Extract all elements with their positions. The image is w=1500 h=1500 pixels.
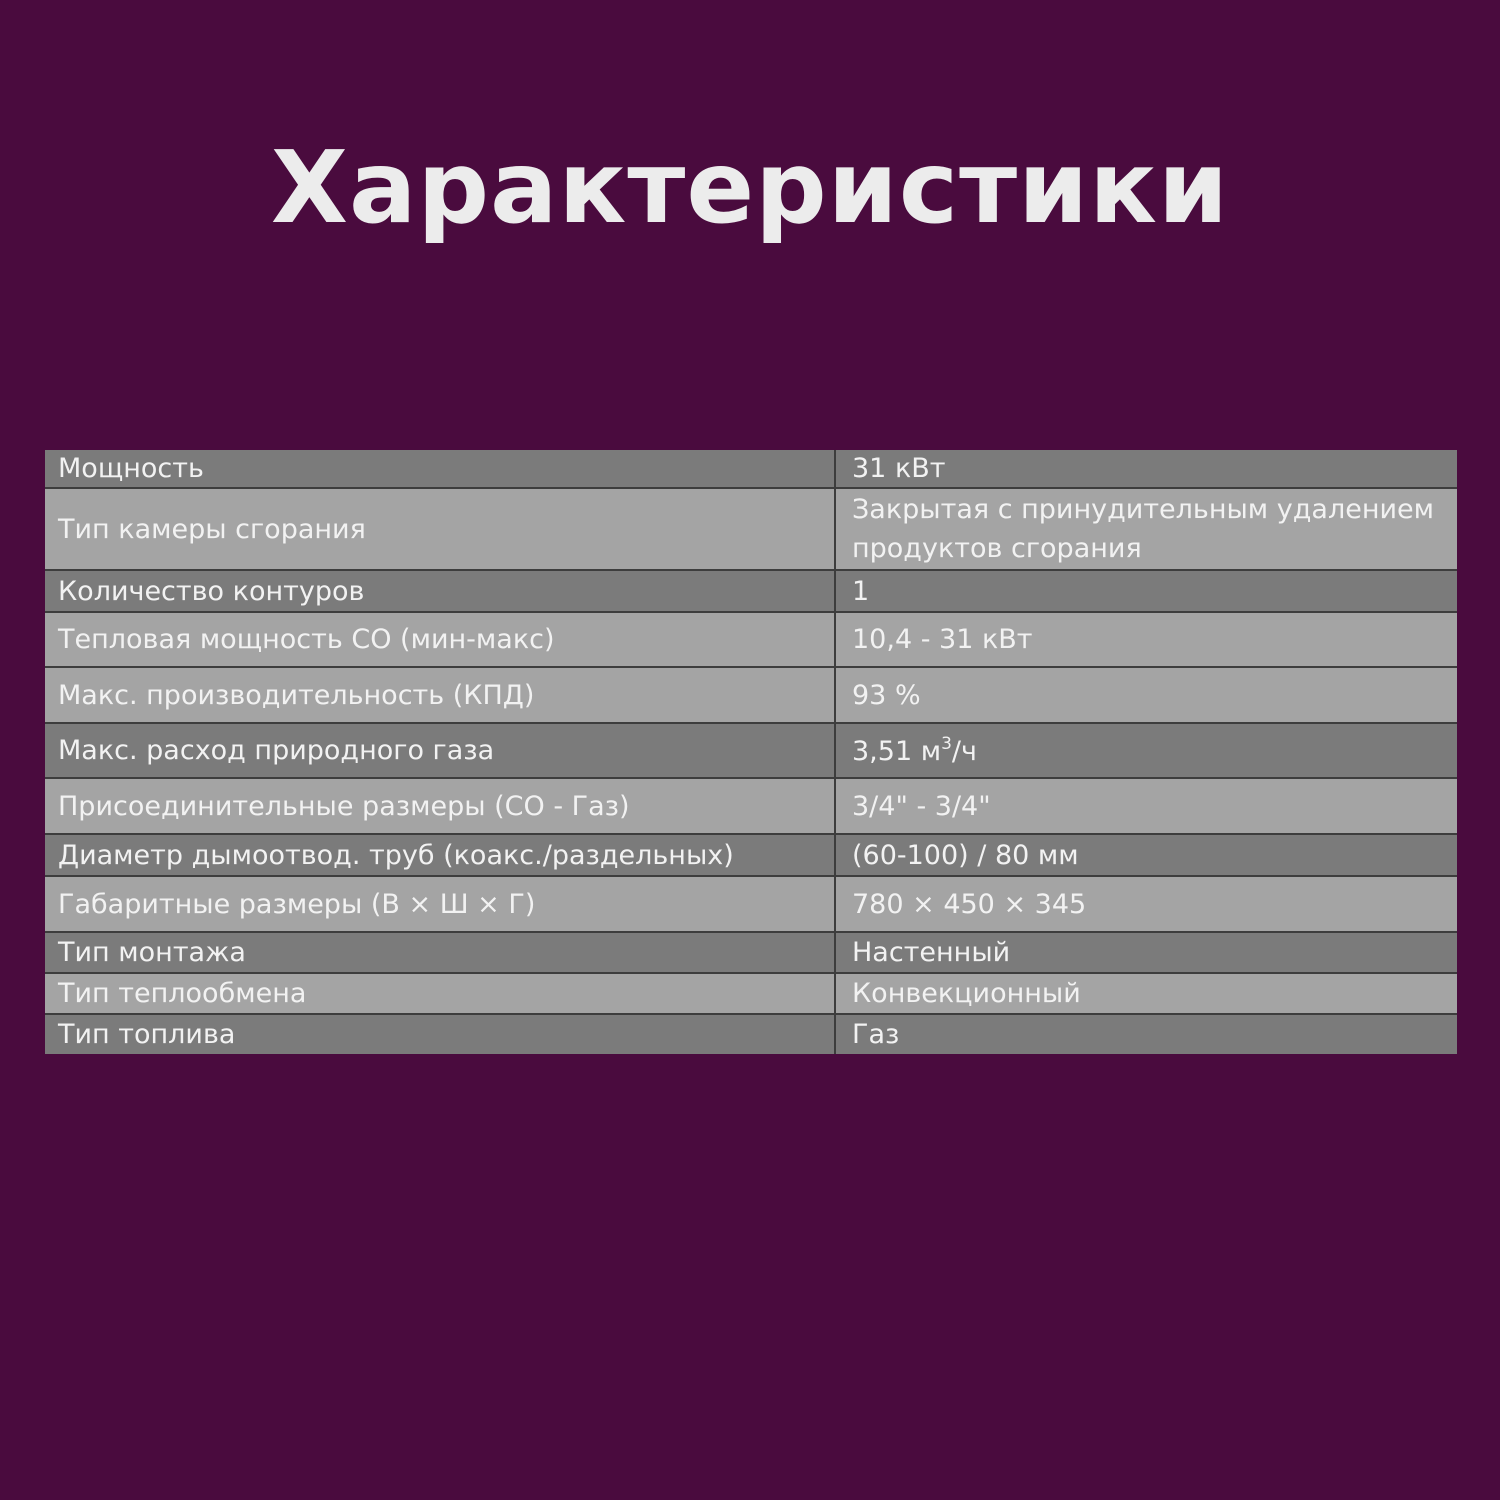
spec-label: Тип камеры сгорания [45, 488, 835, 570]
spec-value: Настенный [835, 932, 1457, 973]
table-row [45, 612, 1457, 667]
spec-value: 1 [835, 570, 1457, 612]
page-title: Характеристики [270, 129, 1230, 246]
spec-label: Тип топлива [45, 1014, 835, 1054]
table-row [45, 876, 1457, 932]
spec-value-unit: /ч [951, 736, 977, 767]
spec-label: Присоединительные размеры (СО - Газ) [45, 778, 835, 834]
spec-label: Мощность [45, 450, 835, 488]
table-row [45, 488, 1457, 570]
spec-label: Макс. производительность (КПД) [45, 667, 835, 723]
spec-value [835, 723, 1457, 778]
table-row [45, 932, 1457, 973]
spec-value: Конвекционный [835, 973, 1457, 1014]
spec-label: Тип монтажа [45, 932, 835, 973]
table-row [45, 834, 1457, 876]
spec-value-main: 3,51 м [852, 736, 942, 767]
spec-value: 10,4 - 31 кВт [835, 612, 1457, 667]
spec-label: Тип теплообмена [45, 973, 835, 1014]
spec-label: Макс. расход природного газа [45, 723, 835, 778]
superscript: 3 [941, 734, 952, 754]
spec-label: Габаритные размеры (В × Ш × Г) [45, 876, 835, 932]
table-row [45, 723, 1457, 778]
spec-value-line: Закрытая с принудительным удалением [852, 494, 1435, 525]
spec-value: 93 % [835, 667, 1457, 723]
spec-label: Диаметр дымоотвод. труб (коакс./раздельных) [45, 834, 835, 876]
table-row [45, 1014, 1457, 1054]
spec-value: 780 × 450 × 345 [835, 876, 1457, 932]
spec-value [835, 488, 1457, 570]
specs-table [45, 450, 1457, 1054]
table-row [45, 450, 1457, 488]
spec-label: Количество контуров [45, 570, 835, 612]
table-row [45, 973, 1457, 1014]
spec-value: (60-100) / 80 мм [835, 834, 1457, 876]
spec-value: Газ [835, 1014, 1457, 1054]
spec-label: Тепловая мощность СО (мин-макс) [45, 612, 835, 667]
spec-value-line: продуктов сгорания [852, 533, 1142, 564]
table-row [45, 667, 1457, 723]
table-row [45, 570, 1457, 612]
spec-value: 3/4" - 3/4" [835, 778, 1457, 834]
spec-value: 31 кВт [835, 450, 1457, 488]
table-row [45, 778, 1457, 834]
